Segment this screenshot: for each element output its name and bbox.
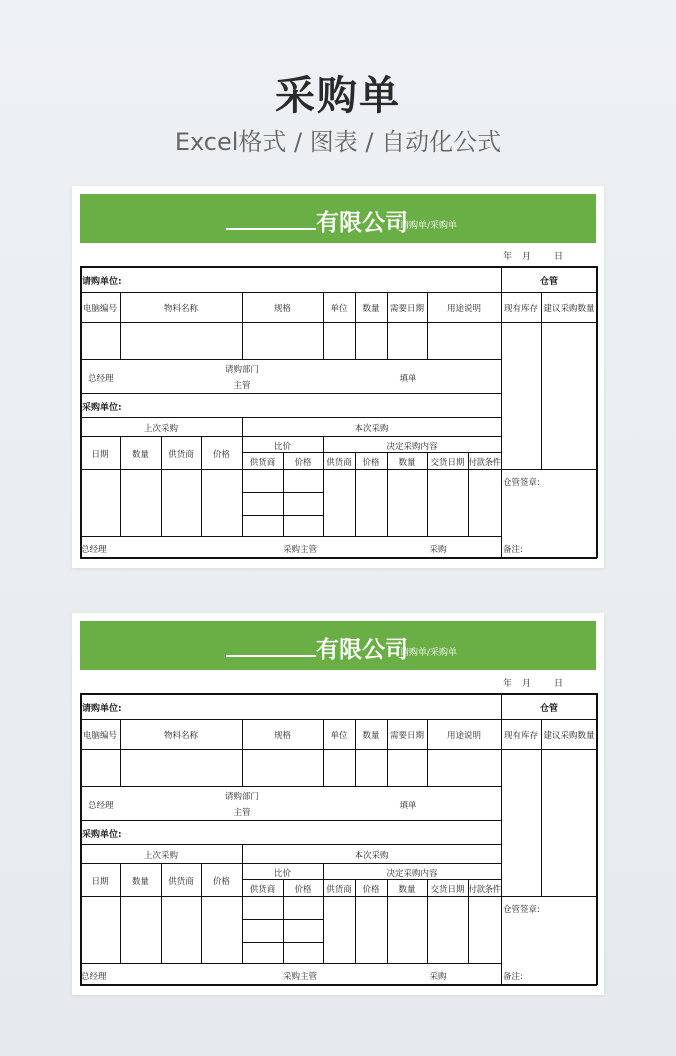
cmp-supplier: 供货商 [249, 458, 276, 468]
compare-label: 比价 [273, 442, 291, 452]
decision-label: 决定采购内容 [386, 869, 438, 879]
cmp-price: 价格 [294, 885, 312, 895]
compare-label: 比价 [273, 869, 291, 879]
purchase-unit-label: 采购单位: [82, 830, 122, 840]
dec-delivery: 交货日期 [430, 885, 465, 895]
col-suggest-qty: 建议采购数量 [543, 304, 595, 314]
date-day: 日 [554, 679, 564, 689]
company-title: 有限公司 [316, 210, 408, 236]
cmp-price: 价格 [294, 458, 312, 468]
date-year: 年 [503, 679, 513, 689]
last-purchase-label: 上次采购 [143, 424, 178, 434]
col-code: 电脑编号 [82, 731, 117, 741]
dec-price: 价格 [362, 458, 380, 468]
p-col-price: 价格 [212, 450, 230, 460]
col-material: 物料名称 [163, 731, 198, 741]
col-code: 电脑编号 [82, 304, 117, 314]
p-col-date: 日期 [91, 450, 109, 460]
cmp-supplier: 供货商 [249, 885, 276, 895]
dec-qty: 数量 [398, 885, 416, 895]
date-year: 年 [503, 252, 513, 262]
warehouse-label: 仓管 [539, 704, 558, 714]
col-need-date: 需要日期 [389, 304, 424, 314]
remark-label: 备注: [503, 545, 523, 555]
date-month: 月 [522, 252, 532, 262]
form-preview-2 [72, 613, 604, 995]
footer-buyer: 采购 [429, 972, 447, 982]
request-unit-label: 请购单位: [82, 704, 122, 714]
remark-label: 备注: [503, 972, 523, 982]
footer-gm: 总经理 [81, 972, 107, 982]
col-stock: 现有库存 [503, 731, 538, 741]
p-col-supplier: 供货商 [168, 877, 194, 887]
page-subtitle: Excel格式 / 图表 / 自动化公式 [174, 128, 502, 156]
form-preview-1 [72, 186, 604, 568]
col-usage: 用途说明 [446, 304, 481, 314]
purchase-unit-label: 采购单位: [82, 403, 122, 413]
footer-buyer: 采购 [429, 545, 447, 555]
col-qty: 数量 [362, 304, 380, 314]
this-purchase-label: 本次采购 [354, 424, 389, 434]
p-col-qty: 数量 [131, 877, 149, 887]
p-col-date: 日期 [91, 877, 109, 887]
col-spec: 规格 [273, 731, 291, 741]
footer-supervisor: 采购主管 [282, 545, 317, 555]
decision-label: 决定采购内容 [386, 442, 438, 452]
p-col-supplier: 供货商 [168, 450, 194, 460]
dec-delivery: 交货日期 [430, 458, 465, 468]
gm-label: 总经理 [88, 801, 114, 811]
dec-supplier: 供货商 [326, 885, 352, 895]
p-col-price: 价格 [212, 877, 230, 887]
company-title: 有限公司 [316, 637, 408, 663]
filler-label: 填单 [399, 374, 417, 384]
date-month: 月 [522, 679, 532, 689]
this-purchase-label: 本次采购 [354, 851, 389, 861]
col-unit: 单位 [330, 304, 348, 314]
dec-qty: 数量 [398, 458, 416, 468]
wh-sign-label: 仓管签章: [503, 905, 540, 915]
col-stock: 现有库存 [503, 304, 538, 314]
col-unit: 单位 [330, 731, 348, 741]
col-qty: 数量 [362, 731, 380, 741]
gm-label: 总经理 [88, 374, 114, 384]
dec-price: 价格 [362, 885, 380, 895]
date-day: 日 [554, 252, 564, 262]
col-spec: 规格 [273, 304, 291, 314]
dec-supplier: 供货商 [326, 458, 352, 468]
req-dept-label: 请购部门 [224, 792, 259, 802]
col-need-date: 需要日期 [389, 731, 424, 741]
footer-supervisor: 采购主管 [282, 972, 317, 982]
request-unit-label: 请购单位: [82, 277, 122, 287]
page-title: 采购单 [275, 73, 401, 119]
p-col-qty: 数量 [131, 450, 149, 460]
req-dept-label: 请购部门 [224, 365, 259, 375]
filler-label: 填单 [399, 801, 417, 811]
doc-type-label: 请购单/采购单 [400, 221, 458, 231]
supervisor-label: 主管 [233, 808, 251, 818]
last-purchase-label: 上次采购 [143, 851, 178, 861]
col-suggest-qty: 建议采购数量 [543, 731, 595, 741]
footer-gm: 总经理 [81, 545, 107, 555]
dec-payment: 付款条件 [468, 458, 501, 468]
dec-payment: 付款条件 [468, 885, 501, 895]
form-grid [72, 186, 604, 568]
col-material: 物料名称 [163, 304, 198, 314]
warehouse-label: 仓管 [539, 277, 558, 287]
supervisor-label: 主管 [233, 381, 251, 391]
col-usage: 用途说明 [446, 731, 481, 741]
wh-sign-label: 仓管签章: [503, 478, 540, 488]
form-grid [72, 613, 604, 995]
doc-type-label: 请购单/采购单 [400, 648, 458, 658]
